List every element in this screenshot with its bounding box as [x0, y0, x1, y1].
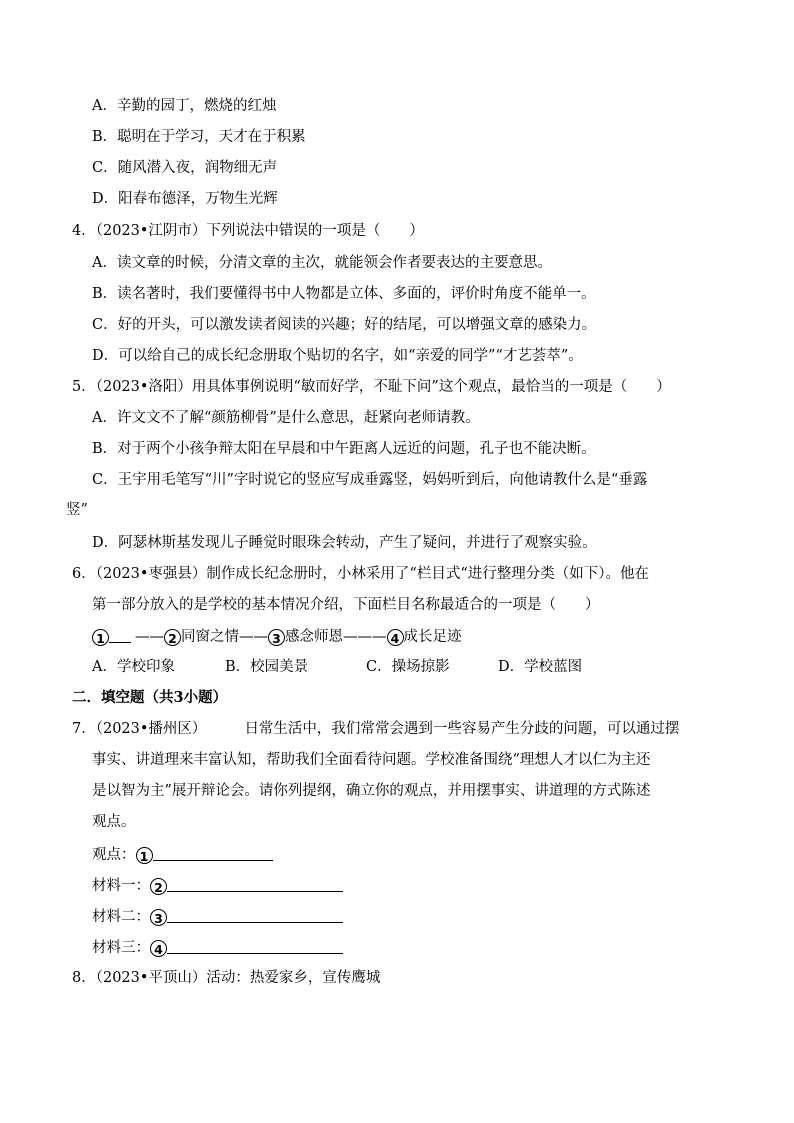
q5-option-c: C．王宇用毛笔写“川”字时说它的竖应写成垂露竖，妈妈听到后，向他请教什么是“垂露 [92, 472, 648, 488]
q8-stem: 8．（2023•平顶山）活动：热爱家乡，宣传鹰城 [72, 970, 381, 986]
circled-number-1: 1 [136, 847, 153, 864]
q6-option-d: D．学校蓝图 [498, 659, 583, 675]
q5-stem: 5．（2023•洛阳）用具体事例说明“敏而好学，不耻下问”这个观点，最恰当的一项是（ ） [72, 379, 671, 395]
circled-number-1: 1 [92, 629, 109, 646]
circled-number-4: 4 [387, 629, 404, 646]
q5-option-d: D．阿瑟林斯基发现儿子睡觉时眼珠会转动，产生了疑问，并进行了观察实验。 [92, 535, 597, 551]
q3-option-d: D．阳春布德泽，万物生光辉 [92, 191, 278, 207]
field-label: 材料一： [92, 878, 150, 894]
q7-field-material-1 [92, 875, 343, 896]
q6-sequence [92, 626, 462, 647]
blank-line[interactable] [109, 626, 131, 643]
q7-stem-line1 [72, 719, 679, 739]
circled-number-3: 3 [268, 629, 285, 646]
section-heading: 二．填空题（共3小题） [72, 689, 228, 706]
answer-blank[interactable] [167, 875, 343, 892]
q6-option-c: C．操场掠影 [366, 659, 450, 675]
sequence-item-2: 同窗之情 [181, 629, 239, 645]
dash: —— [239, 629, 268, 645]
q7-text: 日常生活中，我们常常会遇到一些容易产生分歧的问题，可以通过摆 [244, 721, 680, 737]
field-label: 材料二： [92, 909, 150, 925]
circled-number-2: 2 [150, 878, 167, 895]
dash: —— [135, 629, 164, 645]
q5-option-c-continued: 竖” [66, 502, 88, 518]
answer-blank[interactable] [153, 844, 273, 861]
q6-stem-line2: 第一部分放入的是学校的基本情况介绍，下面栏目名称最适合的一项是（ ） [92, 597, 600, 613]
q7-stem-line3: 是以智为主”展开辩论会。请你列提纲，确立你的观点，并用摆事实、讲道理的方式陈述 [92, 783, 651, 799]
q7-source: 7．（2023•播州区） [72, 721, 207, 737]
circled-number-4: 4 [150, 940, 167, 957]
q7-stem-line2: 事实、讲道理来丰富认知，帮助我们全面看待问题。学校准备围绕“理想人才以仁为主还 [92, 752, 651, 768]
circled-number-2: 2 [164, 629, 181, 646]
q5-option-a: A．许文文不了解“颜筋柳骨”是什么意思，赶紧向老师请教。 [92, 410, 480, 426]
q7-stem-line4: 观点。 [92, 814, 136, 830]
q6-option-a: A．学校印象 [92, 659, 175, 675]
q6-option-b: B．校园美景 [225, 659, 309, 675]
dash: ——— [343, 629, 387, 645]
q5-option-b: B．对于两个小孩争辩太阳在早晨和中午距离人远近的问题，孔子也不能决断。 [92, 441, 596, 457]
q3-option-c: C．随风潜入夜，润物细无声 [92, 160, 278, 176]
q7-field-material-2 [92, 906, 343, 927]
q4-option-d: D．可以给自己的成长纪念册取个贴切的名字，如“亲爱的同学”“才艺荟萃”。 [92, 348, 583, 364]
q7-field-material-3 [92, 937, 343, 958]
q4-stem: 4．（2023•江阴市）下列说法中错误的一项是（ ） [72, 223, 424, 239]
answer-blank[interactable] [167, 937, 343, 954]
circled-number-3: 3 [150, 909, 167, 926]
q3-option-b: B．聪明在于学习，天才在于积累 [92, 129, 306, 145]
q7-field-viewpoint [92, 844, 273, 865]
field-label: 观点： [92, 847, 136, 863]
q4-option-a: A．读文章的时候，分清文章的主次，就能领会作者要表达的主要意思。 [92, 255, 552, 271]
q3-option-a: A．辛勤的园丁，燃烧的红烛 [92, 98, 277, 114]
sequence-item-3: 感念师恩 [285, 629, 343, 645]
q4-option-b: B．读名著时，我们要懂得书中人物都是立体、多面的，评价时角度不能单一。 [92, 286, 596, 302]
q4-option-c: C．好的开头，可以激发读者阅读的兴趣；好的结尾，可以增强文章的感染力。 [92, 317, 597, 333]
field-label: 材料三： [92, 940, 150, 956]
sequence-item-4: 成长足迹 [403, 629, 462, 645]
q6-stem-line1: 6．（2023•枣强县）制作成长纪念册时，小林采用了“栏目式“进行整理分类（如下）。他在 [72, 566, 650, 582]
answer-blank[interactable] [167, 906, 343, 923]
